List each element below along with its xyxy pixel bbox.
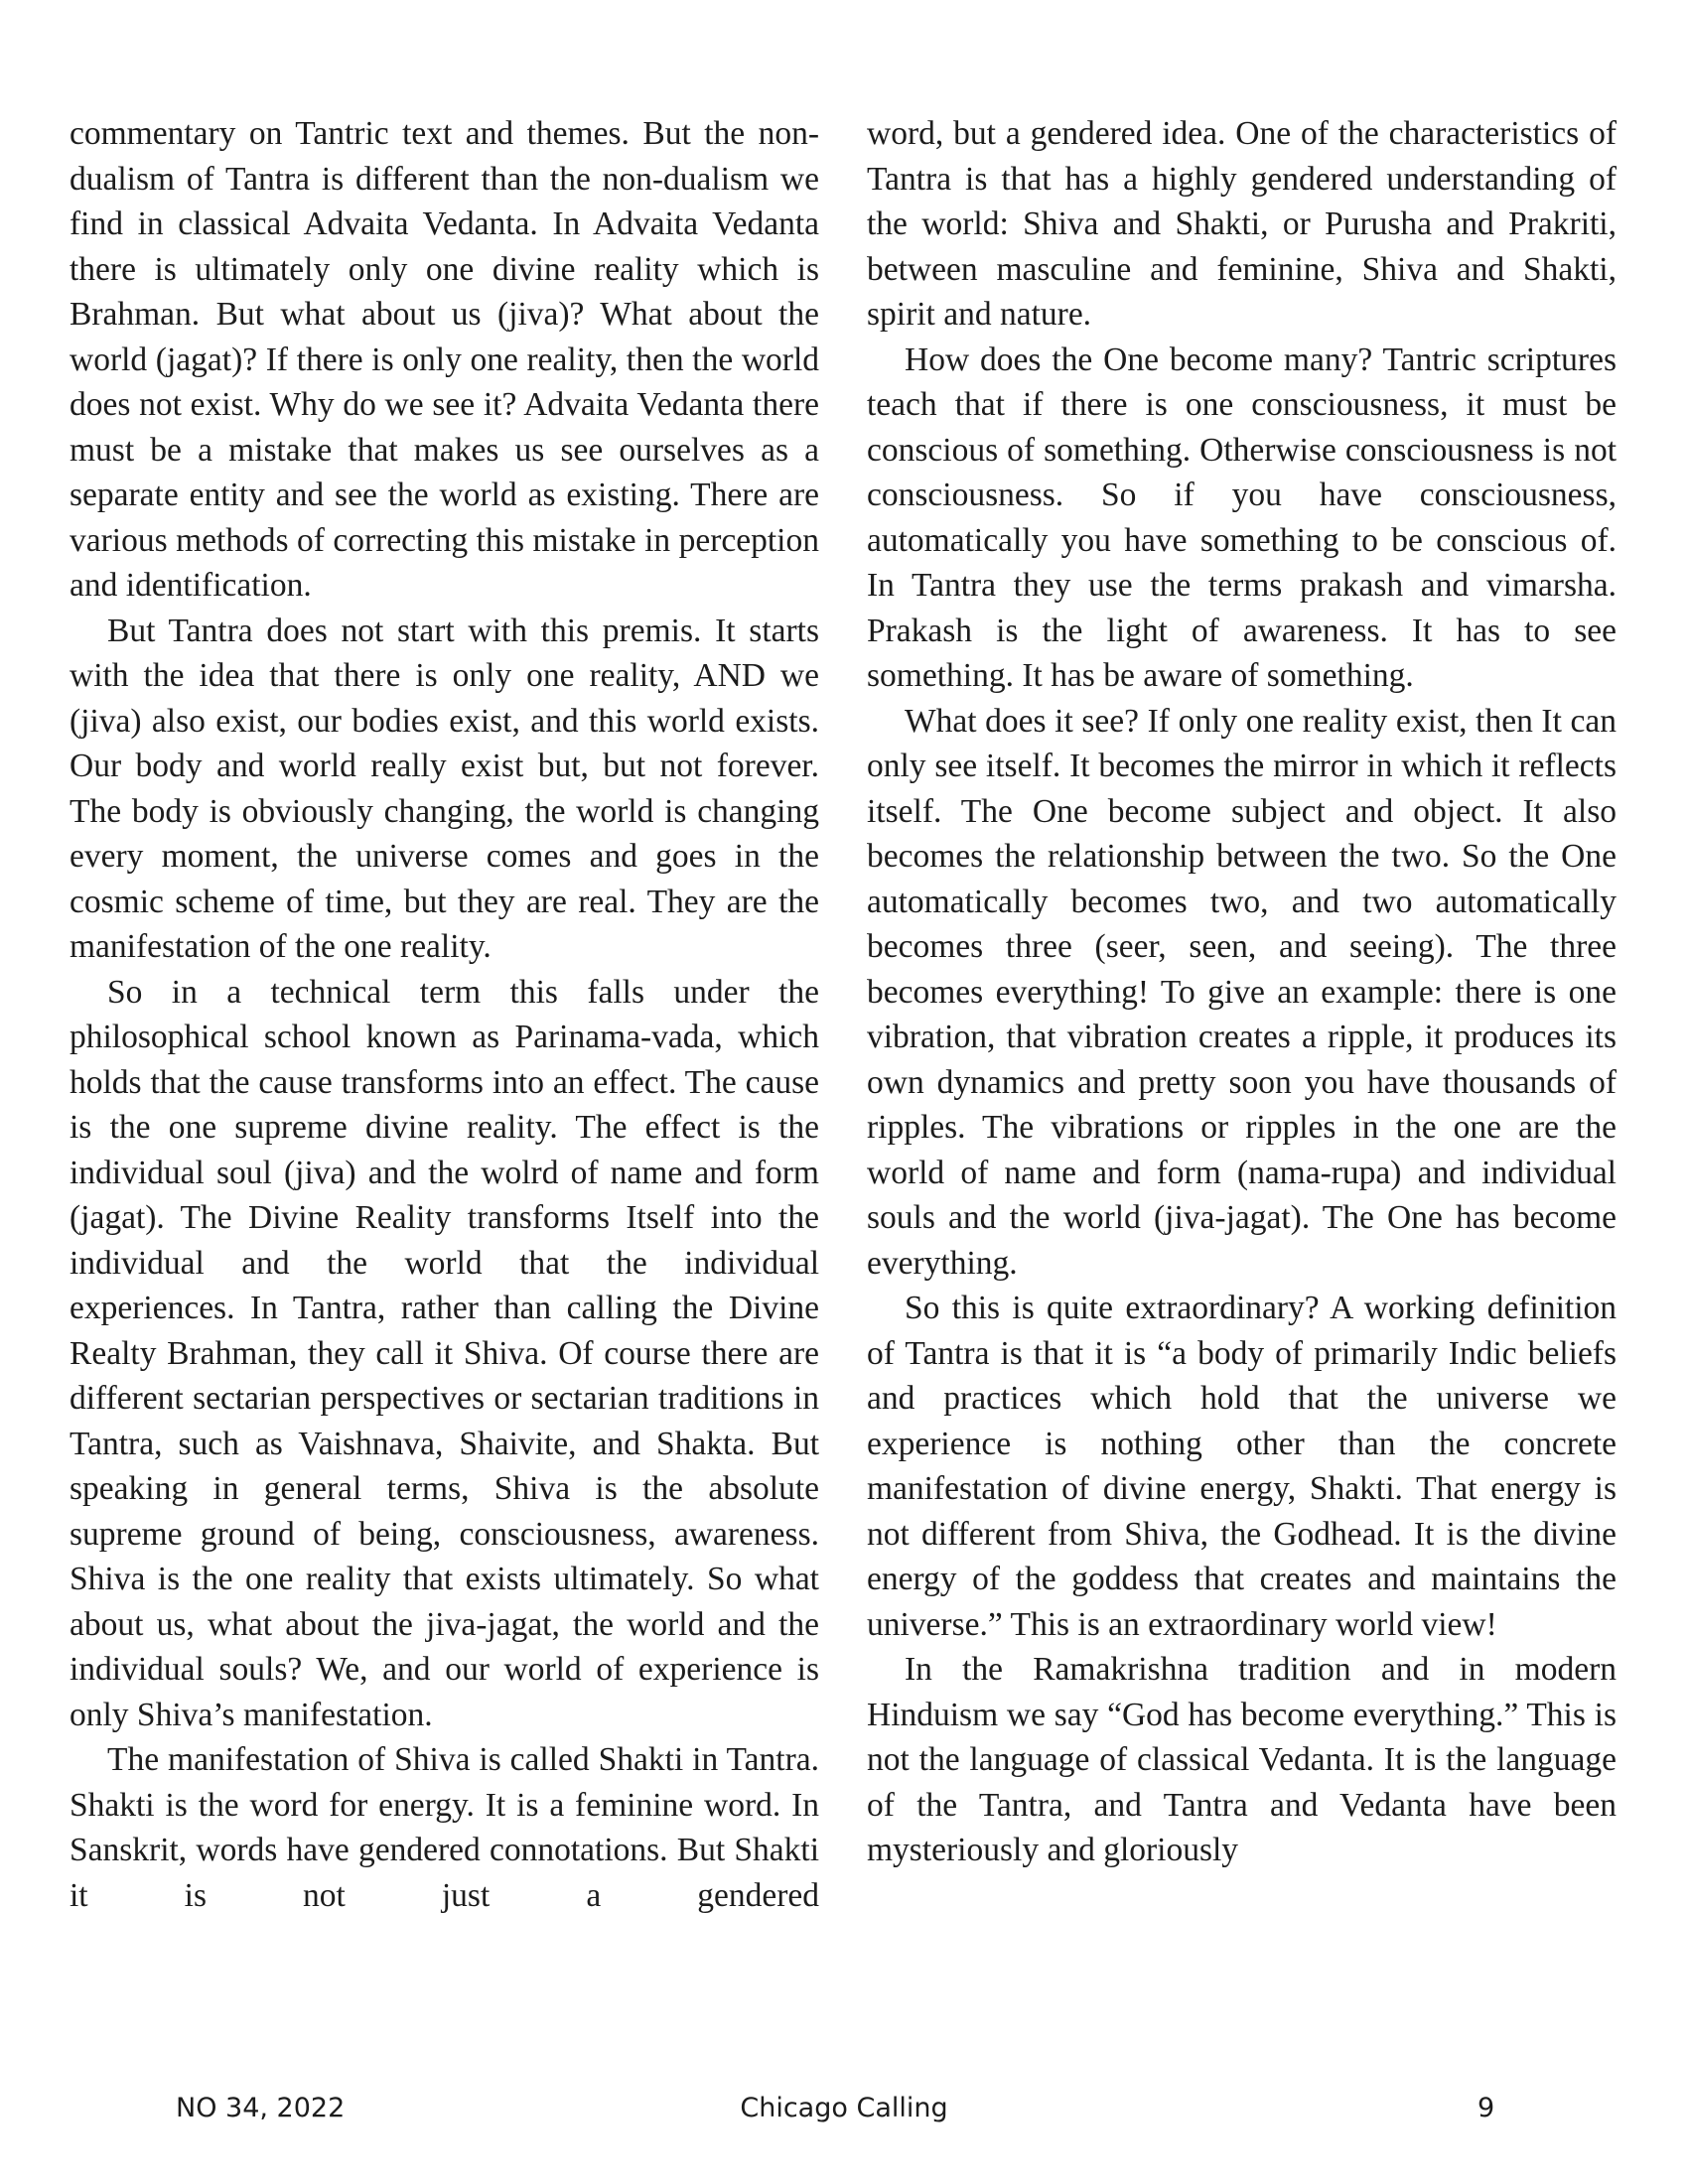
paragraph: How does the One become many? Tantric scriptures teach that if there is one consciousness, it must be conscious of something. Otherwise consciousness is not consciousness. So if you have consciousness, automatically you have something to be conscious of. In Tantra they use the terms prakash and vimarsha. Prakash is the light of awareness. It has to see something. It has be aware of something.: [867, 341, 1617, 694]
paragraph: What does it see? If only one reality exist, then It can only see itself. It becomes the mirror in which it reflects itself. The One become subject and object. It also becomes the relationship between the two. So the One automatically becomes two, and two automatically becomes three (seer, seen, and seeing). The three becomes everything! To give an example: there is one vibration, that vibration creates a ripple, it produces its own dynamics and pretty soon you have thousands of ripples. The vibrations or ripples in the one are the world of name and form (nama-rupa) and individual souls and the world (jiva-jagat). The One has become everything.: [867, 702, 1617, 1282]
paragraph: So in a technical term this falls under the philosophical school known as Parinama-vada, which holds that the cause transforms into an effect. The cause is the one supreme divine reality. The effect is the individual soul (jiva) and the wolrd of name and form (jagat). The Divine Reality transforms Itself into the individual and the world that the individual experiences. In Tantra, rather than calling the Divine Realty Brahman, they call it Shiva. Of course there are different sectarian perspectives or sectarian traditions in Tantra, such as Vaishnava, Shaivite, and Shakta. But speaking in general terms, Shiva is the absolute supreme ground of being, consciousness, awareness. Shiva is the one reality that exists ultimately. So what about us, what about the jiva-jagat, the world and the individual souls? We, and our world of experience is only Shiva’s manifestation.: [70, 973, 819, 1733]
paragraph: The manifestation of Shiva is called Shakti in Tantra. Shakti is the word for energy. It is a feminine word. In Sanskrit, words have gendered connotations. But Shakti it is not just a gendered: [70, 1741, 819, 1914]
left-text-column: [70, 111, 819, 1918]
paragraph: commentary on Tantric text and themes. But the non-dualism of Tantra is different than the non-dualism we find in classical Advaita Vedanta. In Advaita Vedanta there is ultimately only one divine reality which is Brahman. But what about us (jiva)? What about the world (jagat)? If there is only one reality, then the world does not exist. Why do we see it? Advaita Vedanta there must be a mistake that makes us see ourselves as a separate entity and see the world as existing. There are various methods of correcting this mistake in perception and identification.: [70, 115, 819, 604]
footer-publication-title: Chicago Calling: [740, 2093, 948, 2123]
paragraph: word, but a gendered idea. One of the characteristics of Tantra is that has a highly gendered understanding of the world: Shiva and Shakti, or Purusha and Prakriti, between masculine and feminine, Shiva and Shakti, spirit and nature.: [867, 115, 1617, 333]
paragraph: But Tantra does not start with this premis. It starts with the idea that there is only one reality, AND we (jiva) also exist, our bodies exist, and this world exists. Our body and world really exist but, but not forever. The body is obviously changing, the world is changing every moment, the universe comes and goes in the cosmic scheme of time, but they are real. They are the manifestation of the one reality.: [70, 612, 819, 965]
page-footer: [0, 2093, 1688, 2132]
paragraph: So this is quite extraordinary? A working definition of Tantra is that it is “a body of primarily Indic beliefs and practices which hold that the universe we experience is nothing other than the concrete manifestation of divine energy, Shakti. That energy is not different from Shiva, the Godhead. It is the divine energy of the goddess that creates and maintains the universe.” This is an extraordinary world view!: [867, 1290, 1617, 1643]
right-text-column: [867, 111, 1617, 1873]
paragraph: In the Ramakrishna tradition and in modern Hinduism we say “God has become everything.” This is not the language of classical Vedanta. It is the language of the Tantra, and Tantra and Vedanta have been mysteriously and gloriously: [867, 1651, 1617, 1868]
footer-page-number: 9: [1477, 2093, 1495, 2123]
footer-issue: NO 34, 2022: [176, 2093, 346, 2123]
